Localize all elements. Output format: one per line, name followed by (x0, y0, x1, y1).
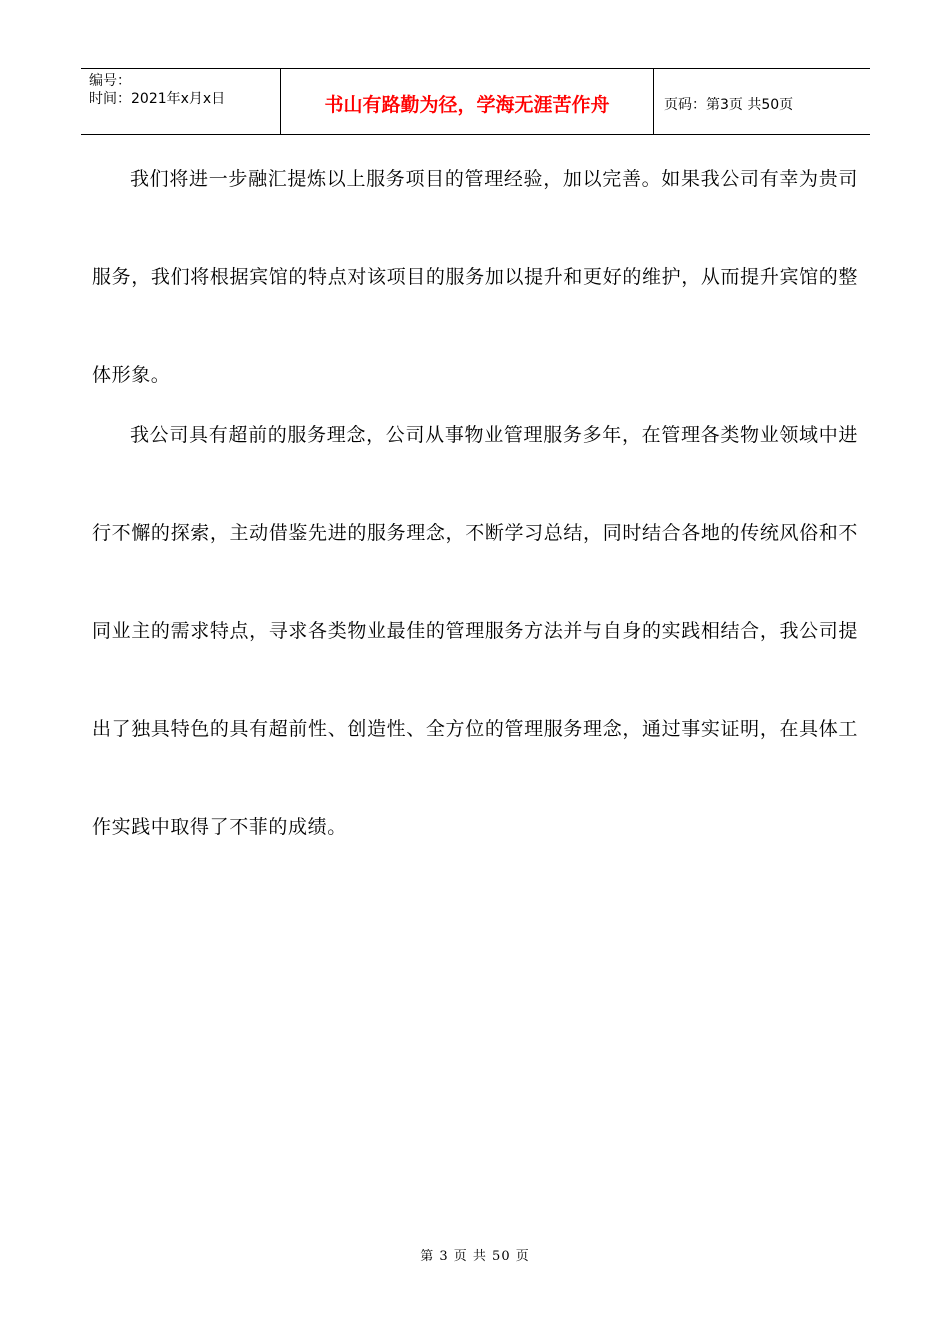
paragraph-2: 我公司具有超前的服务理念，公司从事物业管理服务多年，在管理各类物业领域中进行不懈的探索，主动借鉴先进的服务理念，不断学习总结，同时结合各地的传统风俗和不同业主的需求特点，寻求各类物业最佳的管理服务方法并与自身的实践相结合，我公司提出了独具特色的具有超前性、创造性、全方位的管理服务理念，通过事实证明，在具体工作实践中取得了不菲的成绩。 (92, 424, 858, 838)
document-number-label: 编号： (89, 73, 131, 89)
header-motto: 书山有路勤为径，学海无涯苦作舟 (281, 69, 654, 134)
document-body (92, 168, 858, 876)
header-meta (81, 69, 281, 134)
paragraph-1: 我们将进一步融汇提炼以上服务项目的管理经验，加以完善。如果我公司有幸为贵司服务，我们将根据宾馆的特点对该项目的服务加以提升和更好的维护，从而提升宾馆的整体形象。 (92, 168, 858, 386)
page-footer: 第 3 页 共 50 页 (420, 1249, 530, 1264)
header-page-info: 页码：第3页 共50页 (664, 96, 794, 113)
document-date: 时间：2021年x月x日 (89, 91, 226, 107)
page-header (81, 68, 870, 135)
